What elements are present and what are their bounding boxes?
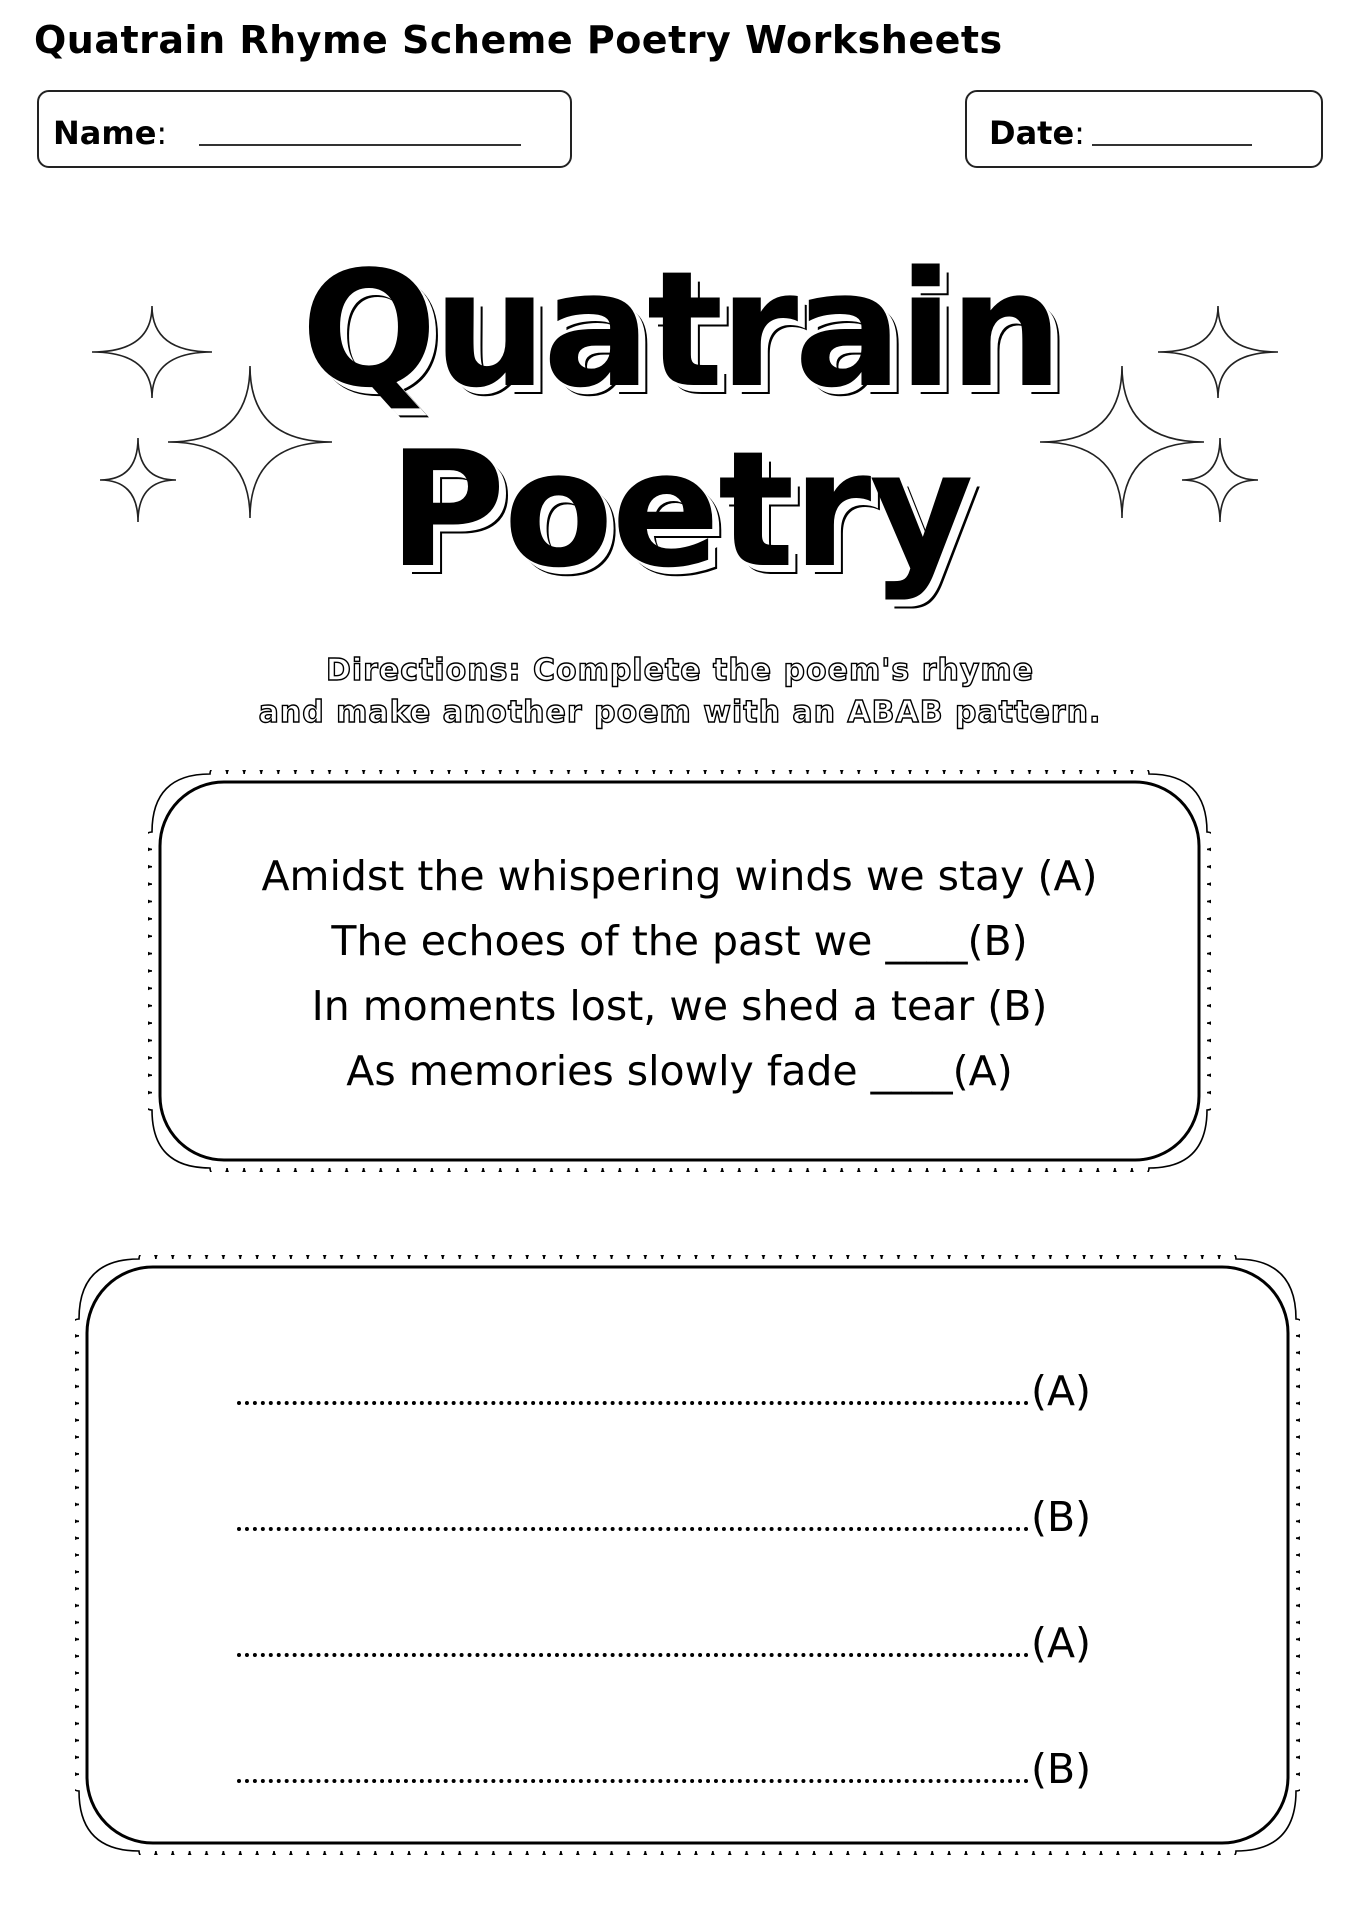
big-title-line-2: Poetry: [388, 416, 972, 603]
answer-label-2: (B): [1031, 1493, 1092, 1541]
answer-dotted-line[interactable]: [237, 1775, 1029, 1783]
answer-line-1[interactable]: [237, 1367, 1091, 1415]
name-input-line[interactable]: [199, 144, 521, 146]
big-title: [280, 230, 1080, 650]
poem-line-4: As memories slowly fade ____(A): [346, 1047, 1013, 1095]
poem-line-3: In moments lost, we shed a tear (B): [311, 982, 1048, 1030]
answer-dotted-line[interactable]: [237, 1649, 1029, 1657]
directions: [180, 650, 1180, 734]
name-label: Name:: [53, 114, 168, 152]
sparkle-icon: [1158, 306, 1278, 398]
sparkle-icon: [1182, 438, 1258, 522]
answer-label-4: (B): [1031, 1745, 1092, 1793]
answer-label-3: (A): [1031, 1619, 1092, 1667]
poem-line-1: Amidst the whispering winds we stay (A): [261, 852, 1098, 900]
date-field-box: [965, 90, 1323, 168]
date-input-line[interactable]: [1092, 144, 1252, 146]
answer-line-4[interactable]: [237, 1745, 1091, 1793]
answer-dotted-line[interactable]: [237, 1397, 1029, 1405]
sparkle-icon: [100, 438, 176, 522]
answer-dotted-line[interactable]: [237, 1523, 1029, 1531]
poem-line-2: The echoes of the past we ____(B): [331, 917, 1028, 965]
date-label: Date:: [989, 114, 1085, 152]
worksheet-header-title: Quatrain Rhyme Scheme Poetry Worksheets: [34, 18, 1003, 62]
directions-line-2: and make another poem with an ABAB pattern.: [258, 695, 1102, 730]
answer-label-1: (A): [1031, 1367, 1092, 1415]
answer-line-3[interactable]: [237, 1619, 1091, 1667]
directions-line-1: Directions: Complete the poem's rhyme: [325, 653, 1035, 688]
name-field-box: [37, 90, 572, 168]
big-title-line-1: Quatrain: [301, 236, 1059, 423]
poem-lines: [148, 844, 1211, 1104]
poem-box: [148, 770, 1211, 1172]
sparkle-icon: [92, 306, 212, 398]
answer-line-2[interactable]: [237, 1493, 1091, 1541]
answer-box: [75, 1255, 1300, 1855]
